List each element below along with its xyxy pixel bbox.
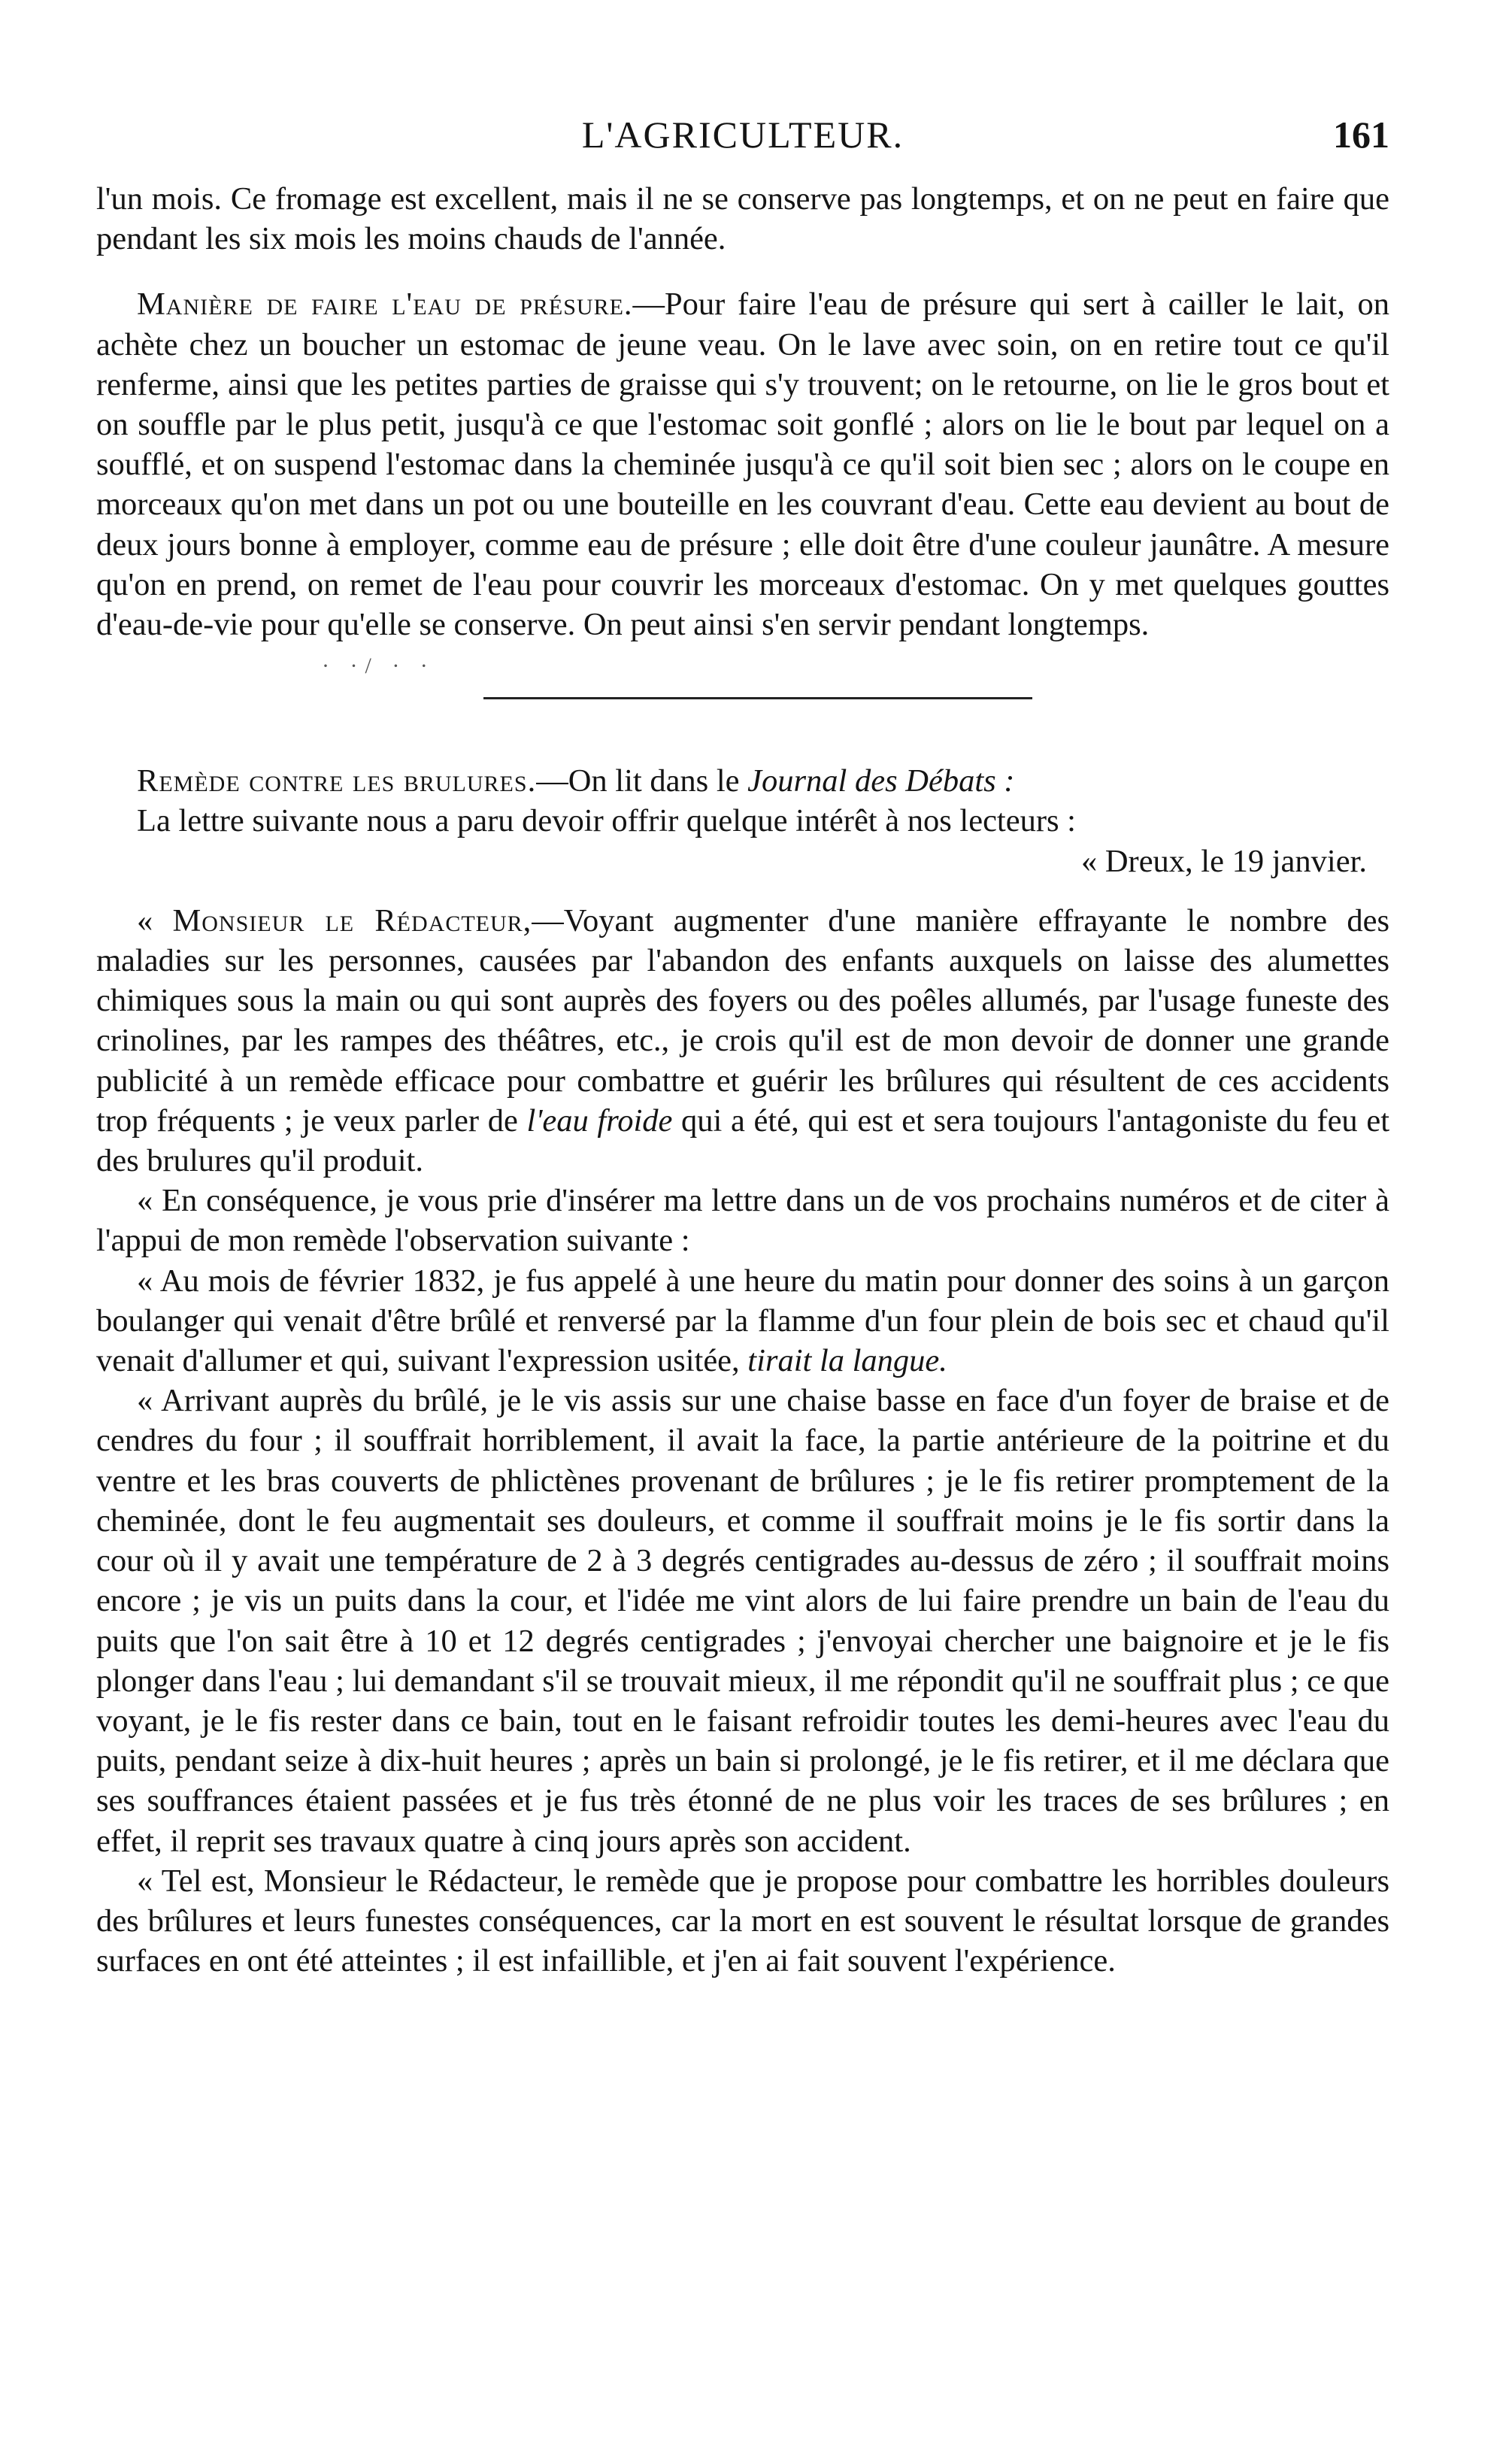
remede-intro: —On lit dans le <box>536 763 748 799</box>
letter-paragraph-3 <box>96 1261 1389 1381</box>
page-number: 161 <box>1333 114 1389 156</box>
presure-text: —Pour faire l'eau de présure qui sert à cailler le lait, on achète chez un boucher un estomac de jeune veau. On le lave avec soin, on en retire tout ce qu'il renferme, ainsi que les petites parties de graisse qui s'y trouvent; on le retourne, on lie le gros bout et on souffle par le plus petit, jusqu'à ce que l'estomac soit gonflé ; alors on lie le bout par lequel on a soufflé, et on suspend l'estomac dans la cheminée jusqu'à ce qu'il soit bien sec ; alors on le coupe en morceaux qu'on met dans un pot ou une bouteille en les couvrant d'eau. Cette eau devient au bout de deux jours bonne à employer, comme eau de présure ; elle doit être d'une couleur jaunâtre. A mesure qu'on en prend, on remet de l'eau pour couvrir les morceaux d'estomac. On y met quelques gouttes d'eau-de-vie pour qu'elle se conserve. On peut ainsi s'en servir pendant longtemps. <box>96 287 1390 643</box>
running-head <box>96 113 1389 165</box>
letter-salutation: Monsieur le Rédacteur, <box>172 902 532 938</box>
letter-paragraph-2: « En conséquence, je vous prie d'insérer ma lettre dans un de vos prochains numéros et de citer à l'appui de mon remède l'observation suivante : <box>96 1183 1389 1259</box>
journal-title: Journal des Débats : <box>747 763 1015 799</box>
remede-intro-line-2: La lettre suivante nous a paru devoir offrir quelque intérêt à nos lecteurs : <box>137 803 1076 839</box>
letter-p1-text-b: qui a été, qui est et sera toujours l'antagoniste du feu et des brulures qu'il produit. <box>96 1102 1390 1179</box>
section-divider <box>483 697 1032 699</box>
letter-paragraph-4: « Arrivant auprès du brûlé, je le vis assis sur une chaise basse en face d'un foyer de braise et de cendres du four ; il souffrait horriblement, il avait la face, la partie antérieure de la poitrine et du ventre et les bras couverts de phlictènes provenant de brûlures ; je le fis retirer promptement de la cheminée, dont le feu augmentait ses douleurs, et comme il souffrait moins je le fis sortir dans la cour où il y avait une température de 2 à 3 degrés centigrades au-dessus de zéro ; il souffrait moins encore ; je vis un puits dans la cour, et l'idée me vint alors de lui faire prendre un bain de l'eau du puits que l'on sait être à 10 et 12 degrés centigrades ; j'envoyai chercher une baignoire et je le fis plonger dans l'eau ; lui demandant s'il se trouvait mieux, il me répondit qu'il ne souffrait plus ; ce que voyant, je le fis rester dans ce bain, tout en le faisant refroidir toutes les demi-heures avec l'eau du puits, pendant seize à dix-huit heures ; après un bain si prolongé, je le fis retirer, et il me déclara que ses souffrances étaient passées et je fus très étonné de ne plus voir les traces de ses brûlures ; en effet, il reprit ses travaux quatre à cinq jours après son accident. <box>96 1383 1389 1859</box>
remede-intro-line <box>96 761 1389 801</box>
presure-paragraph <box>96 284 1389 644</box>
remede-heading: Remède contre les brulures. <box>137 763 537 799</box>
letter-paragraph-5: « Tel est, Monsieur le Rédacteur, le remède que je propose pour combattre les horribles douleurs des brûlures et leurs funestes conséquences, car la mort en est souvent le résultat lorsque de grandes surfaces en ont été atteintes ; il est infaillible, et j'en ai fait souvent l'expérience. <box>96 1863 1389 1979</box>
letter-p3-italic: tirait la langue. <box>747 1343 947 1379</box>
page <box>96 113 1389 1981</box>
letter-p1-italic: l'eau froide <box>526 1102 673 1139</box>
presure-heading: Manière de faire l'eau de présure. <box>137 287 633 323</box>
spacer <box>96 699 1389 761</box>
printer-marks: · ·/ · · <box>322 653 435 679</box>
spacer <box>96 259 1389 284</box>
open-quote: « <box>137 902 173 938</box>
running-title: L'AGRICULTEUR. <box>581 114 904 156</box>
letter-paragraph-1 <box>96 901 1389 1181</box>
letter-dateline: « Dreux, le 19 janvier. <box>1080 843 1367 879</box>
letter-p1-text-a: —Voyant augmenter d'une manière effrayante le nombre des maladies sur les personnes, causées par l'abandon des enfants auxquels on laisse des alumettes chimiques sous la main ou qui sont auprès des foyers ou des poêles allumés, par l'usage funeste des crinolines, par les rampes des théâtres, etc., je crois qu'il est de mon devoir de donner une grande publicité à un remède efficace pour combattre et guérir les brûlures qui résultent de ces accidents trop fréquents ; je veux parler de <box>96 902 1389 1139</box>
continuation-paragraph: l'un mois. Ce fromage est excellent, mais il ne se conserve pas longtemps, et on ne peut en faire que pendant les six mois les moins chauds de l'année. <box>96 181 1389 257</box>
letter-p3-text: « Au mois de février 1832, je fus appelé à une heure du matin pour donner des soins à un garçon boulanger qui venait d'être brûlé et renversé par la flamme d'un four plein de bois sec et chaud qu'il venait d'allumer et qui, suivant l'expression usitée, <box>96 1263 1389 1379</box>
